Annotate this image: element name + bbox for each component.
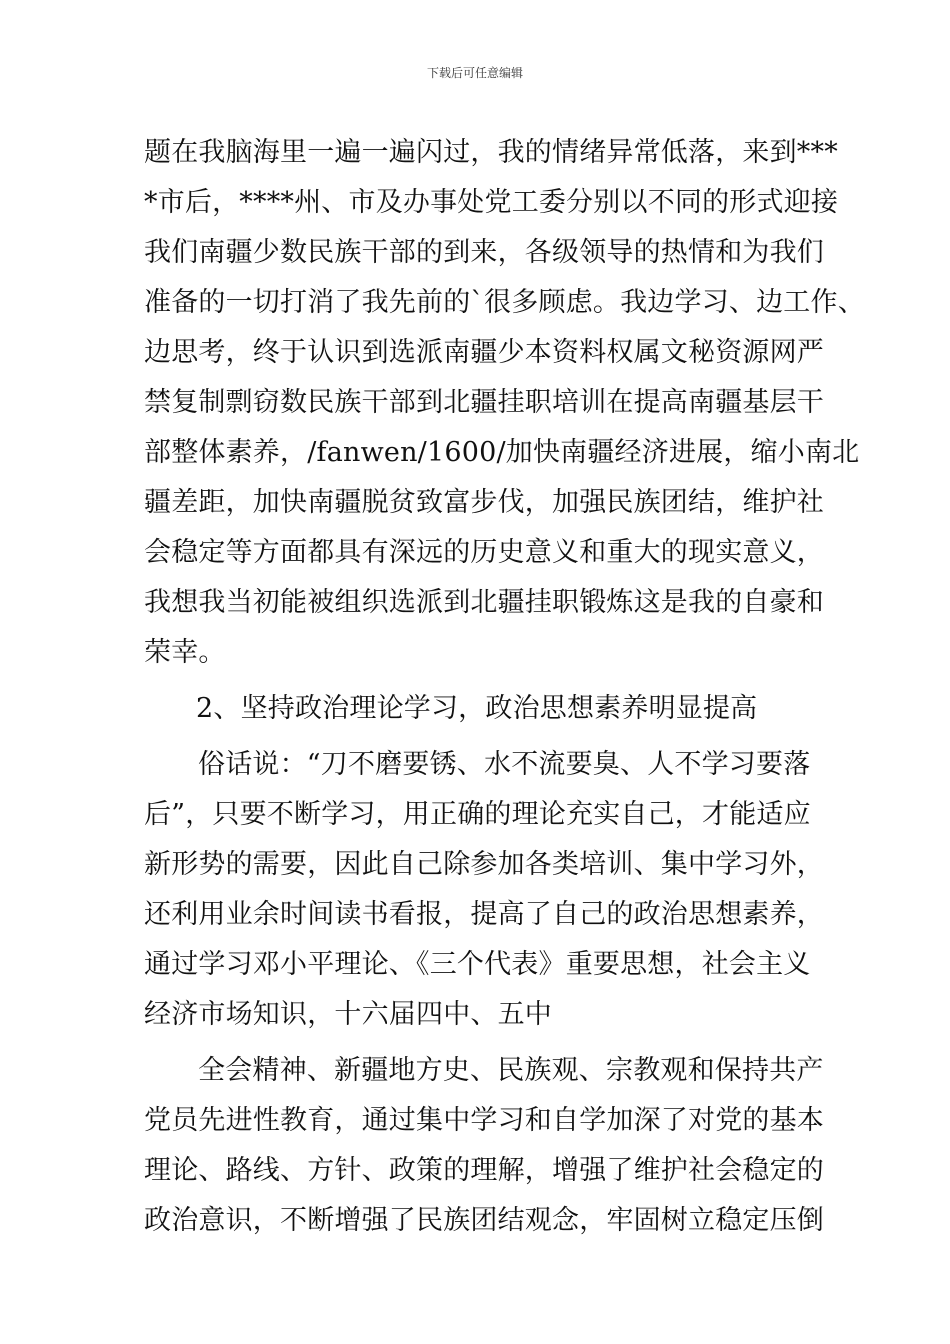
text-line: 理论、路线、方针、政策的理解，增强了维护社会稳定的 xyxy=(144,1155,824,1186)
text-line: 党员先进性教育，通过集中学习和自学加深了对党的基本 xyxy=(144,1105,824,1136)
text-line: 疆差距，加快南疆脱贫致富步伐，加强民族团结，维护社 xyxy=(144,487,824,518)
page-header-note: 下载后可任意编辑 xyxy=(426,66,523,80)
text-line: 会稳定等方面都具有深远的历史意义和重大的现实意义， xyxy=(144,537,824,568)
text-line: 新形势的需要，因此自己除参加各类培训、集中学习外， xyxy=(144,849,824,880)
text-line: 经济市场知识，十六届四中、五中 xyxy=(144,999,552,1030)
text-line: 准备的一切打消了我先前的`很多顾虑。我边学习、边工作、 xyxy=(144,287,865,318)
text-line: 政治意识，不断增强了民族团结观念，牢固树立稳定压倒 xyxy=(144,1205,824,1236)
text-line: *市后，****州、市及办事处党工委分别以不同的形式迎接 xyxy=(144,187,839,218)
text-line: 后”，只要不断学习，用正确的理论充实自己，才能适应 xyxy=(144,799,811,830)
text-line: 我们南疆少数民族干部的到来，各级领导的热情和为我们 xyxy=(144,237,824,268)
text-line: 部整体素养，/fanwen/1600/加快南疆经济进展，缩小南北 xyxy=(144,437,860,468)
text-line: 荣幸。 xyxy=(144,637,226,668)
text-line: 通过学习邓小平理论、《三个代表》重要思想，社会主义 xyxy=(144,949,811,980)
paragraph-first-line: 俗话说：“刀不磨要锈、水不流要臭、人不学习要落 xyxy=(198,749,811,780)
section-heading: 2、坚持政治理论学习，政治思想素养明显提高 xyxy=(196,693,758,724)
paragraph-first-line: 全会精神、新疆地方史、民族观、宗教观和保持共产 xyxy=(198,1055,824,1086)
document-body xyxy=(144,128,865,1246)
text-line: 还利用业余时间读书看报，提高了自己的政治思想素养， xyxy=(144,899,824,930)
text-line: 边思考，终于认识到选派南疆少本资料权属文秘资源网严 xyxy=(144,337,824,368)
text-line: 我想我当初能被组织选派到北疆挂职锻炼这是我的自豪和 xyxy=(144,587,824,618)
text-line: 题在我脑海里一遍一遍闪过，我的情绪异常低落，来到*** xyxy=(144,137,838,168)
text-line: 禁复制剽窃数民族干部到北疆挂职培训在提高南疆基层干 xyxy=(144,387,824,418)
